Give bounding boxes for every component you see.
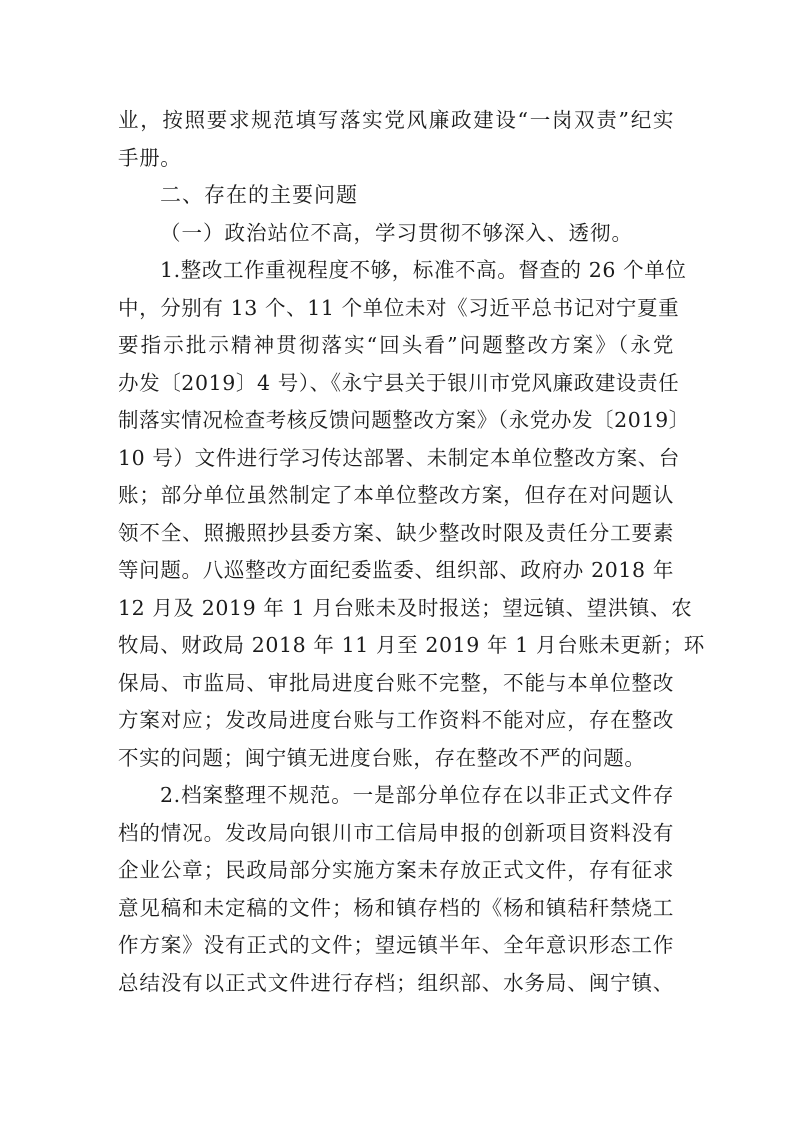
body-text-line: 不实的问题；闽宁镇无进度台账，存在整改不严的问题。 <box>118 745 646 770</box>
body-text-line: 办发〔2019〕4 号）、《永宁县关于银川市党风廉政建设责任 <box>118 370 680 395</box>
body-text-line: 账；部分单位虽然制定了本单位整改方案，但存在对问题认 <box>118 483 674 507</box>
body-text-line: 档的情况。发改局向银川市工信局申报的创新项目资料没有 <box>118 820 674 845</box>
body-text-line: 牧局、财政局 2018 年 11 月至 2019 年 1 月台账未更新；环 <box>118 633 705 657</box>
body-text-line: 领不全、照搬照抄县委方案、缺少整改时限及责任分工要素 <box>118 520 674 545</box>
document-page <box>118 102 705 1002</box>
body-text-line: 保局、市监局、审批局进度台账不完整，不能与本单位整改 <box>118 670 674 695</box>
body-text-line: 方案对应；发改局进度台账与工作资料不能对应，存在整改 <box>118 708 674 732</box>
body-text-line: 10 号）文件进行学习传达部署、未制定本单位整改方案、台 <box>118 445 680 470</box>
body-text-line: 2.档案整理不规范。一是部分单位存在以非正式文件存 <box>160 783 674 807</box>
body-text-line: 手册。 <box>118 145 182 170</box>
body-text-line: 制落实情况检查考核反馈问题整改方案》（永党办发〔2019〕 <box>118 408 690 432</box>
body-text-line: 意见稿和未定稿的文件；杨和镇存档的《杨和镇秸秆禁烧工 <box>118 895 674 920</box>
body-text-line: 业，按照要求规范填写落实党风廉政建设“一岗双责”纪实 <box>118 108 674 132</box>
subsection-heading: （一）政治站位不高，学习贯彻不够深入、透彻。 <box>160 220 633 245</box>
body-text-line: 12 月及 2019 年 1 月台账未及时报送；望远镇、望洪镇、农 <box>118 595 693 620</box>
body-text-line: 作方案》没有正式的文件；望远镇半年、全年意识形态工作 <box>118 933 674 957</box>
body-text-line: 企业公章；民政局部分实施方案未存放正式文件，存有征求 <box>118 858 674 882</box>
body-text-line: 中，分别有 13 个、11 个单位未对《习近平总书记对宁夏重 <box>118 295 680 320</box>
body-text-line: 等问题。八巡整改方面纪委监委、组织部、政府办 2018 年 <box>118 558 674 582</box>
body-text-line: 要指示批示精神贯彻落实“回头看”问题整改方案》（永党 <box>118 333 674 357</box>
section-heading: 二、存在的主要问题 <box>160 183 358 207</box>
body-text-line: 总结没有以正式文件进行存档；组织部、水务局、闽宁镇、 <box>118 970 674 995</box>
body-text-line: 1.整改工作重视程度不够，标准不高。督查的 26 个单位 <box>160 258 687 282</box>
